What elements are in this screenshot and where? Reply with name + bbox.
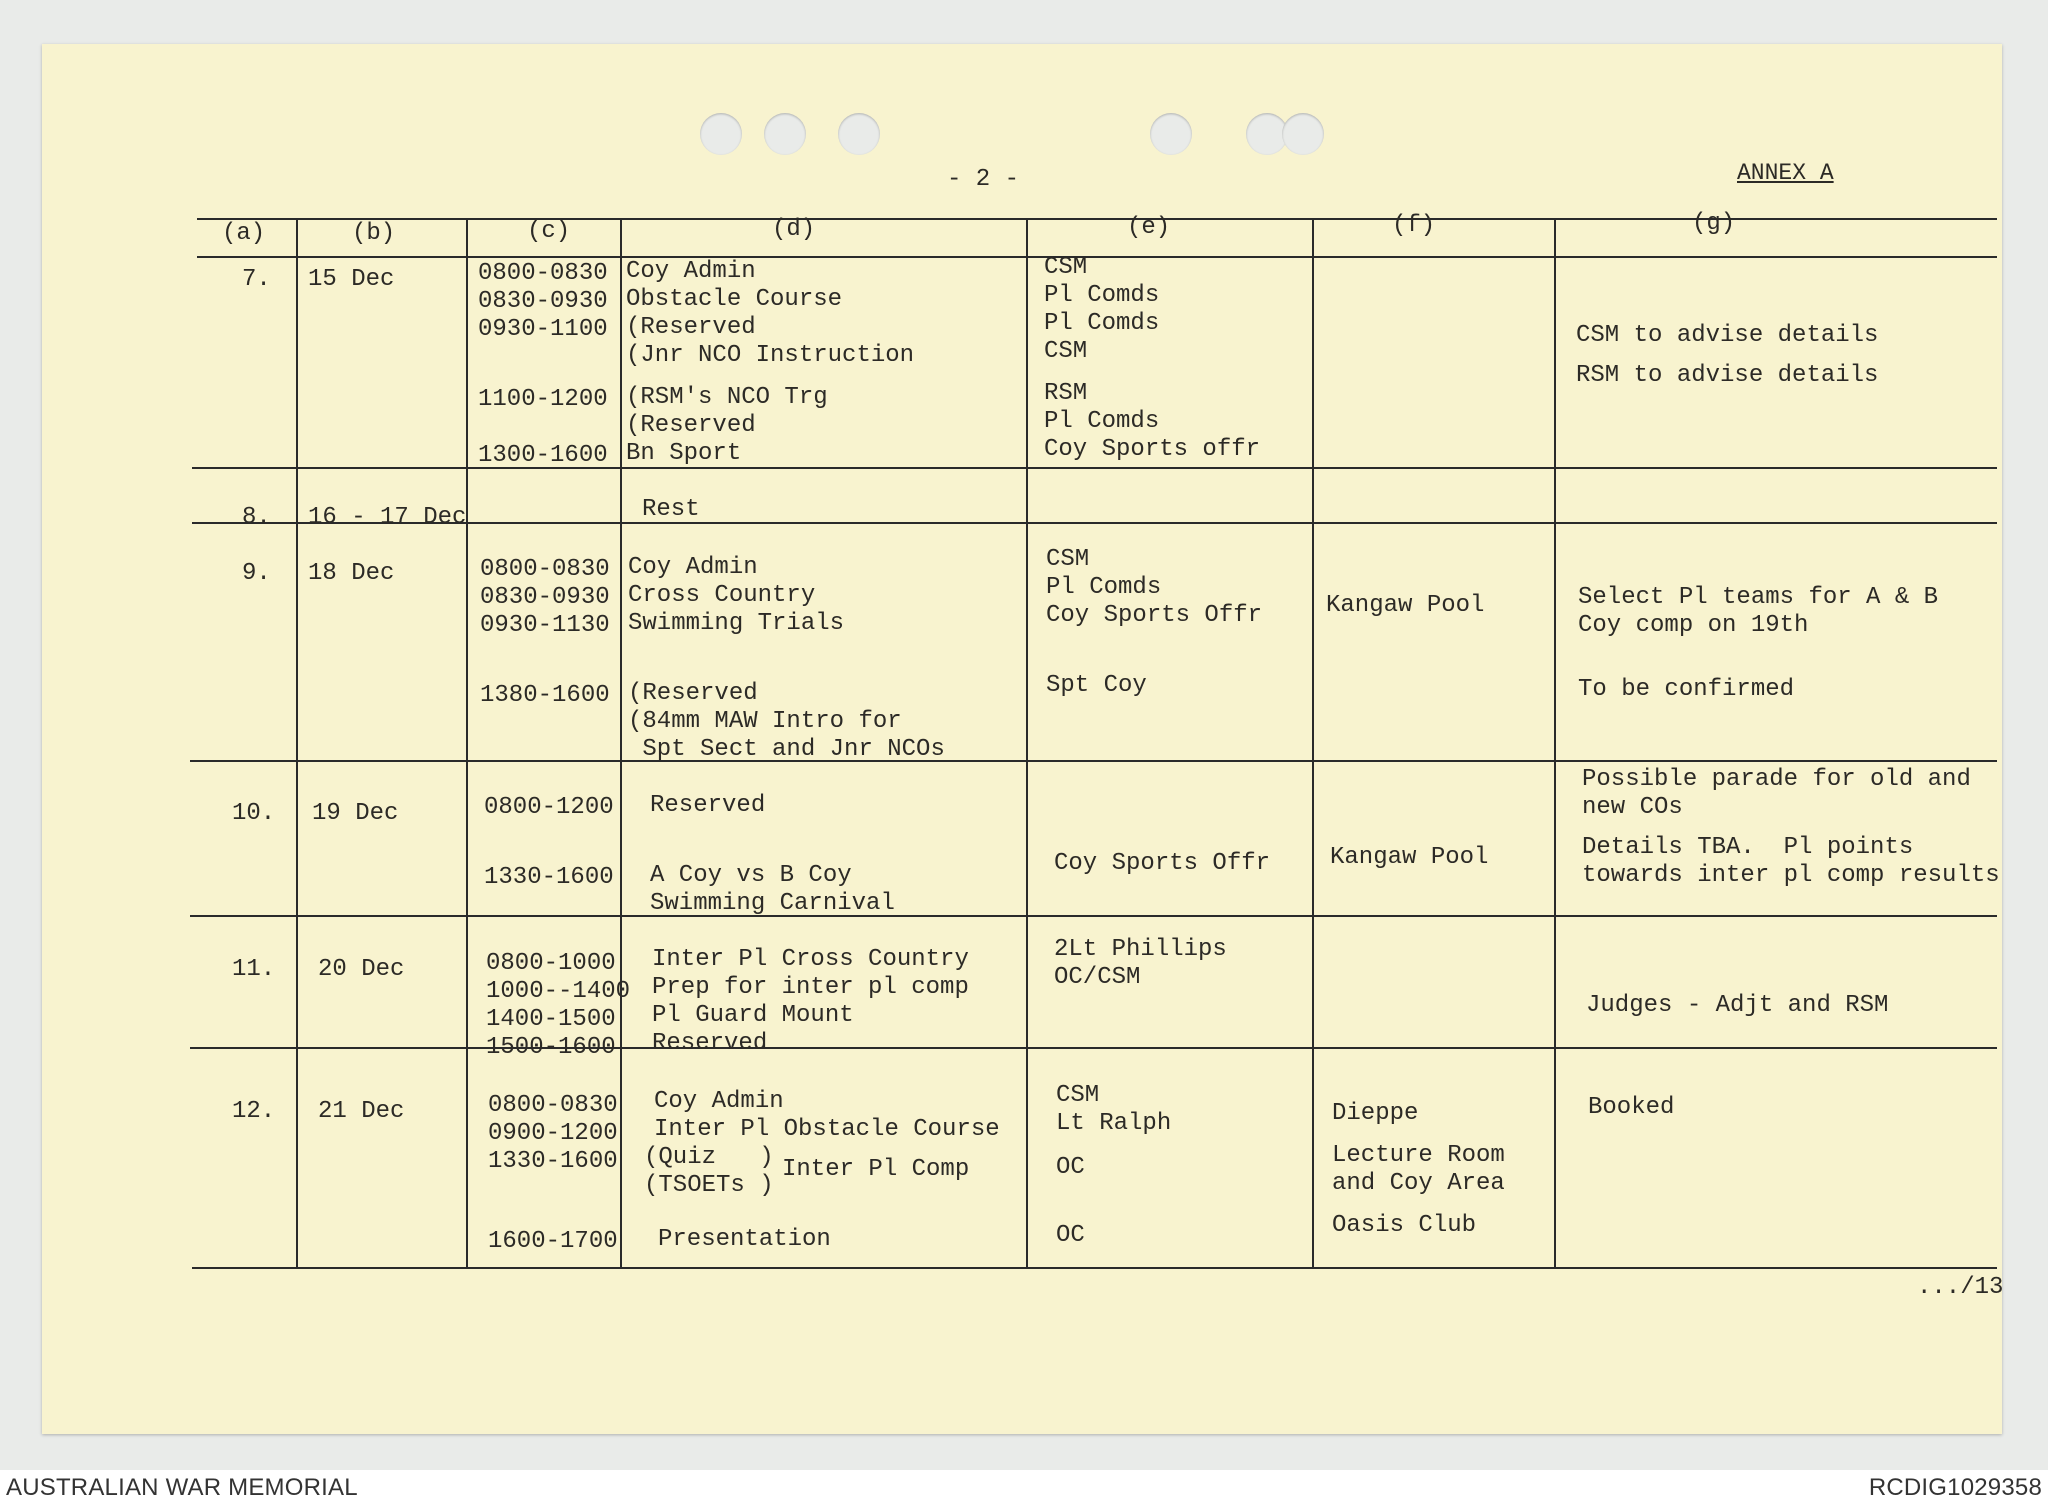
row-times xyxy=(488,1092,618,1256)
activity-entry xyxy=(626,370,914,384)
row-activities xyxy=(654,1088,1000,1144)
row-date: 20 Dec xyxy=(318,956,405,983)
activity-entry xyxy=(650,820,895,862)
rule-row xyxy=(190,915,1997,917)
activity-entry: Reserved xyxy=(652,1030,768,1057)
time-entry: 0800-0830 xyxy=(488,1092,618,1119)
rule-col xyxy=(1554,218,1556,1268)
responsible-entry xyxy=(1046,630,1262,672)
row-activities xyxy=(652,946,969,1058)
responsible-entry xyxy=(1044,366,1260,380)
activity-entry: (TSOETs ) xyxy=(644,1172,774,1199)
remark-entry: Select Pl teams for A & B xyxy=(1578,584,1939,611)
activity-entry: (Quiz ) xyxy=(644,1144,774,1171)
activity-entry: Presentation xyxy=(658,1226,831,1253)
row-serial: 10. xyxy=(232,800,276,827)
responsible-entry: CSM xyxy=(1044,254,1088,281)
rule-col xyxy=(296,218,298,1268)
responsible-entry: CSM xyxy=(1046,546,1090,573)
rule-bottom xyxy=(192,1267,1997,1269)
remark-entry: towards inter pl comp results xyxy=(1582,862,2000,889)
responsible-entry: OC xyxy=(1056,1222,1085,1249)
row-responsible xyxy=(1054,936,1227,992)
location-entry: Dieppe xyxy=(1332,1100,1419,1127)
location-entry: and Coy Area xyxy=(1332,1170,1505,1197)
row-activities xyxy=(628,554,945,764)
activity-entry: Pl Guard Mount xyxy=(652,1002,854,1029)
rule-row xyxy=(190,1047,1997,1049)
responsible-entry: Pl Comds xyxy=(1044,408,1160,435)
row-date: 21 Dec xyxy=(318,1098,405,1125)
page-number: - 2 - xyxy=(947,166,1020,193)
time-entry: 1100-1200 xyxy=(478,386,608,413)
time-entry: 0830-0930 xyxy=(480,584,610,611)
rule-col xyxy=(466,218,468,1268)
column-header-g: (g) xyxy=(1692,210,1736,237)
row-date: 15 Dec xyxy=(308,266,395,293)
time-entry: 0900-1200 xyxy=(488,1120,618,1147)
row-responsible xyxy=(1046,546,1262,700)
location-entry: Kangaw Pool xyxy=(1330,844,1489,871)
column-header-e: (e) xyxy=(1127,214,1171,241)
remark-entry: CSM to advise details xyxy=(1576,322,1879,349)
responsible-entry: Pl Comds xyxy=(1044,282,1160,309)
remark-entry: Coy comp on 19th xyxy=(1578,612,1809,639)
time-entry xyxy=(478,344,608,386)
location-entry: Oasis Club xyxy=(1332,1212,1477,1239)
activity-entry: Bn Sport xyxy=(626,440,742,467)
punch-hole xyxy=(700,113,742,155)
activity-entry: (RSM's NCO Trg xyxy=(626,384,828,411)
row-remarks xyxy=(1582,766,2000,890)
activity-entry: Inter Pl Comp xyxy=(782,1156,970,1183)
column-header-f: (f) xyxy=(1392,212,1436,239)
location-entry: Lecture Room xyxy=(1332,1142,1505,1169)
punch-hole xyxy=(764,113,806,155)
row-location xyxy=(1332,1100,1505,1240)
time-entry: 0800-0830 xyxy=(480,556,610,583)
row-serial: 9. xyxy=(242,560,271,587)
time-entry xyxy=(484,822,614,864)
activity-entry: Prep for inter pl comp xyxy=(652,974,969,1001)
time-entry: 0830-0930 xyxy=(478,288,608,315)
activity-entry: Obstacle Course xyxy=(626,286,843,313)
archive-credit: AUSTRALIAN WAR MEMORIAL xyxy=(6,1474,358,1501)
activity-entry: Coy Admin xyxy=(628,554,758,581)
time-entry: 0930-1130 xyxy=(480,612,610,639)
responsible-entry: Spt Coy xyxy=(1046,672,1147,699)
remark-entry xyxy=(1578,640,1938,676)
time-entry: 0800-1000 xyxy=(486,950,616,977)
rule-row xyxy=(190,760,1997,762)
time-entry xyxy=(478,414,608,442)
location-entry: Kangaw Pool xyxy=(1326,592,1485,619)
rule-col xyxy=(620,218,622,1268)
responsible-entry: Coy Sports Offr xyxy=(1046,602,1263,629)
column-header-b: (b) xyxy=(352,220,396,247)
activity-entry: Coy Admin xyxy=(654,1088,784,1115)
activity-entry: (84mm MAW Intro for xyxy=(628,708,902,735)
responsible-entry: Pl Comds xyxy=(1046,574,1162,601)
activity-entry: (Jnr NCO Instruction xyxy=(626,342,915,369)
remark-entry: Judges - Adjt and RSM xyxy=(1586,992,1889,1019)
row-serial: 11. xyxy=(232,956,276,983)
activity-entry: Coy Admin xyxy=(626,258,756,285)
remark-entry: Details TBA. Pl points xyxy=(1582,834,1914,861)
row-serial: 8. xyxy=(242,504,271,531)
time-entry xyxy=(480,640,610,682)
activity-entry: Reserved xyxy=(650,792,766,819)
responsible-entry: OC xyxy=(1056,1154,1085,1181)
time-entry: 1330-1600 xyxy=(488,1148,618,1175)
time-entry: 1000--1400 xyxy=(486,978,631,1005)
responsible-entry: CSM xyxy=(1044,338,1088,365)
time-entry: 1380-1600 xyxy=(480,682,610,709)
activity-entry: Rest xyxy=(642,496,700,523)
activity-entry: Swimming Carnival xyxy=(650,890,895,917)
punch-hole xyxy=(838,113,880,155)
row-times xyxy=(484,794,614,892)
activity-entry: Spt Sect and Jnr NCOs xyxy=(628,736,945,763)
time-entry xyxy=(488,1176,618,1228)
time-entry: 1500-1600 xyxy=(486,1034,616,1061)
activity-entry: Swimming Trials xyxy=(628,610,845,637)
row-serial: 12. xyxy=(232,1098,276,1125)
responsible-entry: Pl Comds xyxy=(1044,310,1160,337)
archive-id: RCDIG1029358 xyxy=(1868,1474,2042,1501)
rule-col xyxy=(1312,218,1314,1268)
responsible-entry: Coy Sports Offr xyxy=(1054,850,1271,877)
responsible-entry: 2Lt Phillips xyxy=(1054,936,1227,963)
punch-hole xyxy=(1150,113,1192,155)
remark-entry: new COs xyxy=(1582,794,1683,821)
responsible-entry: CSM xyxy=(1056,1082,1100,1109)
activity-entry: Inter Pl Cross Country xyxy=(652,946,969,973)
responsible-entry: OC/CSM xyxy=(1054,964,1141,991)
time-entry: 1330-1600 xyxy=(484,864,614,891)
column-header-a: (a) xyxy=(222,220,266,247)
responsible-entry: Lt Ralph xyxy=(1056,1110,1172,1137)
remark-entry: RSM to advise details xyxy=(1576,362,1879,389)
remark-entry: To be confirmed xyxy=(1578,676,1795,703)
time-entry: 0800-0830 xyxy=(478,260,608,287)
row-date: 19 Dec xyxy=(312,800,399,827)
row-remarks xyxy=(1576,322,1878,390)
activity-entry: (Reserved xyxy=(626,412,756,439)
remark-entry: Booked xyxy=(1588,1094,1675,1121)
row-times xyxy=(486,950,630,1062)
activity-entry xyxy=(628,638,945,680)
column-header-c: (c) xyxy=(527,218,571,245)
responsible-entry: RSM xyxy=(1044,380,1088,407)
row-responsible xyxy=(1044,254,1260,464)
comp-bracket xyxy=(644,1144,774,1200)
continuation-marker: .../13 xyxy=(1917,1274,2004,1301)
activity-entry: (Reserved xyxy=(628,680,758,707)
responsible-entry: Coy Sports offr xyxy=(1044,436,1261,463)
time-entry: 0800-1200 xyxy=(484,794,614,821)
remark-entry: Possible parade for old and xyxy=(1582,766,1971,793)
time-entry: 0930-1100 xyxy=(478,316,608,343)
annex-label: ANNEX A xyxy=(1737,160,1834,186)
punch-hole xyxy=(1282,113,1324,155)
document-sheet xyxy=(42,44,2002,1434)
rule-row xyxy=(192,467,1997,469)
row-remarks xyxy=(1578,584,1938,704)
row-date: 18 Dec xyxy=(308,560,395,587)
row-responsible xyxy=(1056,1082,1171,1250)
row-serial: 7. xyxy=(242,266,271,293)
row-times xyxy=(478,260,608,470)
row-activities xyxy=(626,258,914,468)
column-header-d: (d) xyxy=(772,216,816,243)
rule-col xyxy=(1026,218,1028,1268)
activity-entry: Inter Pl Obstacle Course xyxy=(654,1116,1000,1143)
time-entry: 1600-1700 xyxy=(488,1228,618,1255)
activity-entry: A Coy vs B Coy xyxy=(650,862,852,889)
row-activities xyxy=(650,792,895,918)
row-times xyxy=(480,556,610,710)
time-entry: 1400-1500 xyxy=(486,1006,616,1033)
time-entry: 1300-1600 xyxy=(478,442,608,469)
activity-entry: (Reserved xyxy=(626,314,756,341)
row-date: 16 - 17 Dec xyxy=(308,504,467,531)
activity-entry: Cross Country xyxy=(628,582,816,609)
